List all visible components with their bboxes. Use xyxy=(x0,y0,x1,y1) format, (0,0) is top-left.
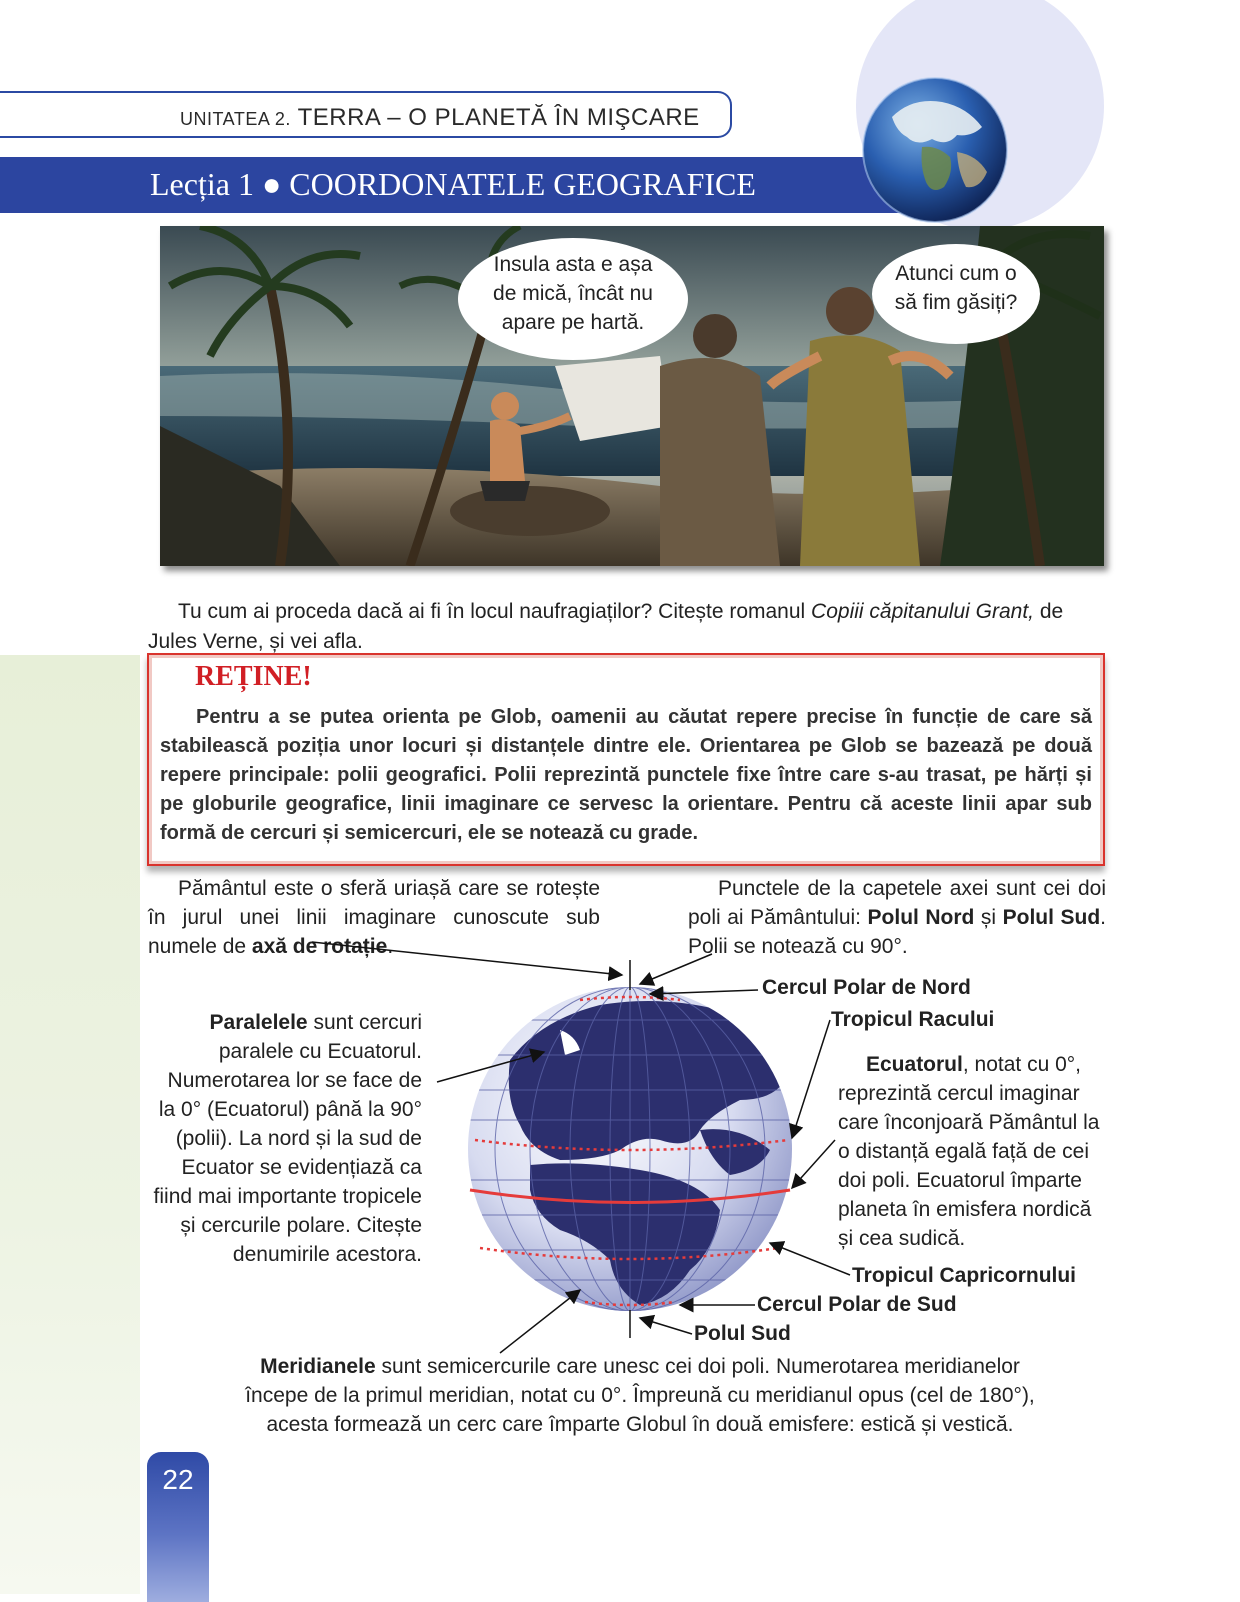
poles-text-and: și xyxy=(974,906,1003,929)
axis-term: axă de rotație xyxy=(251,935,388,958)
retine-title: REȚINE! xyxy=(195,661,312,692)
label-tropic-capricorn: Tropicul Capricornului xyxy=(852,1264,1077,1287)
lesson-title: Lecția 1 ● COORDONATELE GEOGRAFICE xyxy=(150,166,756,202)
axis-text: Pământul este o sferă uriașă care se rotește în jurul unei linii imaginare cunoscute sub numele de xyxy=(148,877,600,958)
label-antarctic-circle: Cercul Polar de Sud xyxy=(757,1293,957,1316)
axis-text-end: . xyxy=(387,935,394,958)
intro-book-title: Copiii căpitanului Grant, xyxy=(811,600,1034,623)
intro-text: Tu cum ai proceda dacă ai fi în locul naufragiaților? Citește romanul xyxy=(178,600,812,623)
poles-text-end: . Polii se notează cu 90°. xyxy=(688,906,1106,958)
label-south-pole: Polul Sud xyxy=(694,1322,791,1345)
label-tropic-cancer: Tropicul Racului xyxy=(831,1008,995,1031)
meridians-text: sunt semicercurile care unesc cei doi poli. Numerotarea meridianelor începe de la primul meridian, notat cu 0°. Împreună cu meridianul opus (cel de 180°), acesta formează un cerc care împarte Globul în două emisfere: estică și vestică. xyxy=(245,1355,1035,1436)
meridians-paragraph xyxy=(240,1352,1040,1439)
speech-bubble-right-text: Atunci cum o să fim găsiți? xyxy=(894,262,1018,314)
north-pole-term: Polul Nord xyxy=(867,906,975,929)
speech-bubble-left-text: Insula asta e așa de mică, încât nu apare pe hartă. xyxy=(493,253,653,334)
page-number: 22 xyxy=(162,1464,194,1495)
parallels-term: Paralelele xyxy=(209,1011,308,1034)
parallels-text: sunt cercuri paralele cu Ecuatorul. Numerotarea lor se face de la 0° (Ecuatorul) până la 90° (polii). La nord și la sud de Ecuator se evidențiază ca fiind mai importante tropicele și cercurile polare. Citește denumirile acestora. xyxy=(153,1011,422,1266)
label-arctic-circle: Cercul Polar de Nord xyxy=(762,976,971,999)
poles-text: Punctele de la capetele axei sunt cei doi poli ai Pământului: xyxy=(688,877,1106,929)
equator-text: , notat cu 0°, reprezintă cercul imaginar care înconjoară Pământul la o distanță egală față de cei doi poli. Ecuatorul împarte planeta în emisfera nordică și cea sudică. xyxy=(838,1053,1100,1250)
meridians-term: Meridianele xyxy=(260,1355,376,1378)
retine-body: Pentru a se putea orienta pe Glob, oamenii au căutat repere precise în funcție de care să stabilească poziția unor locuri și distanțele dintre ele. Orientarea pe Glob se bazează pe două repere principale: polii geografici. Polii reprezintă punctele fixe între care s-au trasat, pe hărți și pe globurile geografice, linii imaginare ce servesc la orientare. Pentru că aceste linii apar sub formă de cercuri și semicercuri, ele se notează cu grade. xyxy=(160,706,1092,844)
south-pole-term: Polul Sud xyxy=(1002,906,1101,929)
equator-term: Ecuatorul xyxy=(866,1053,963,1076)
unit-title: TERRA – O PLANETĂ ÎN MIŞCARE xyxy=(297,104,700,131)
unit-label: UNITATEA 2. xyxy=(180,109,291,129)
intro-text-end: de Jules Verne, și vei afla. xyxy=(148,600,1064,653)
